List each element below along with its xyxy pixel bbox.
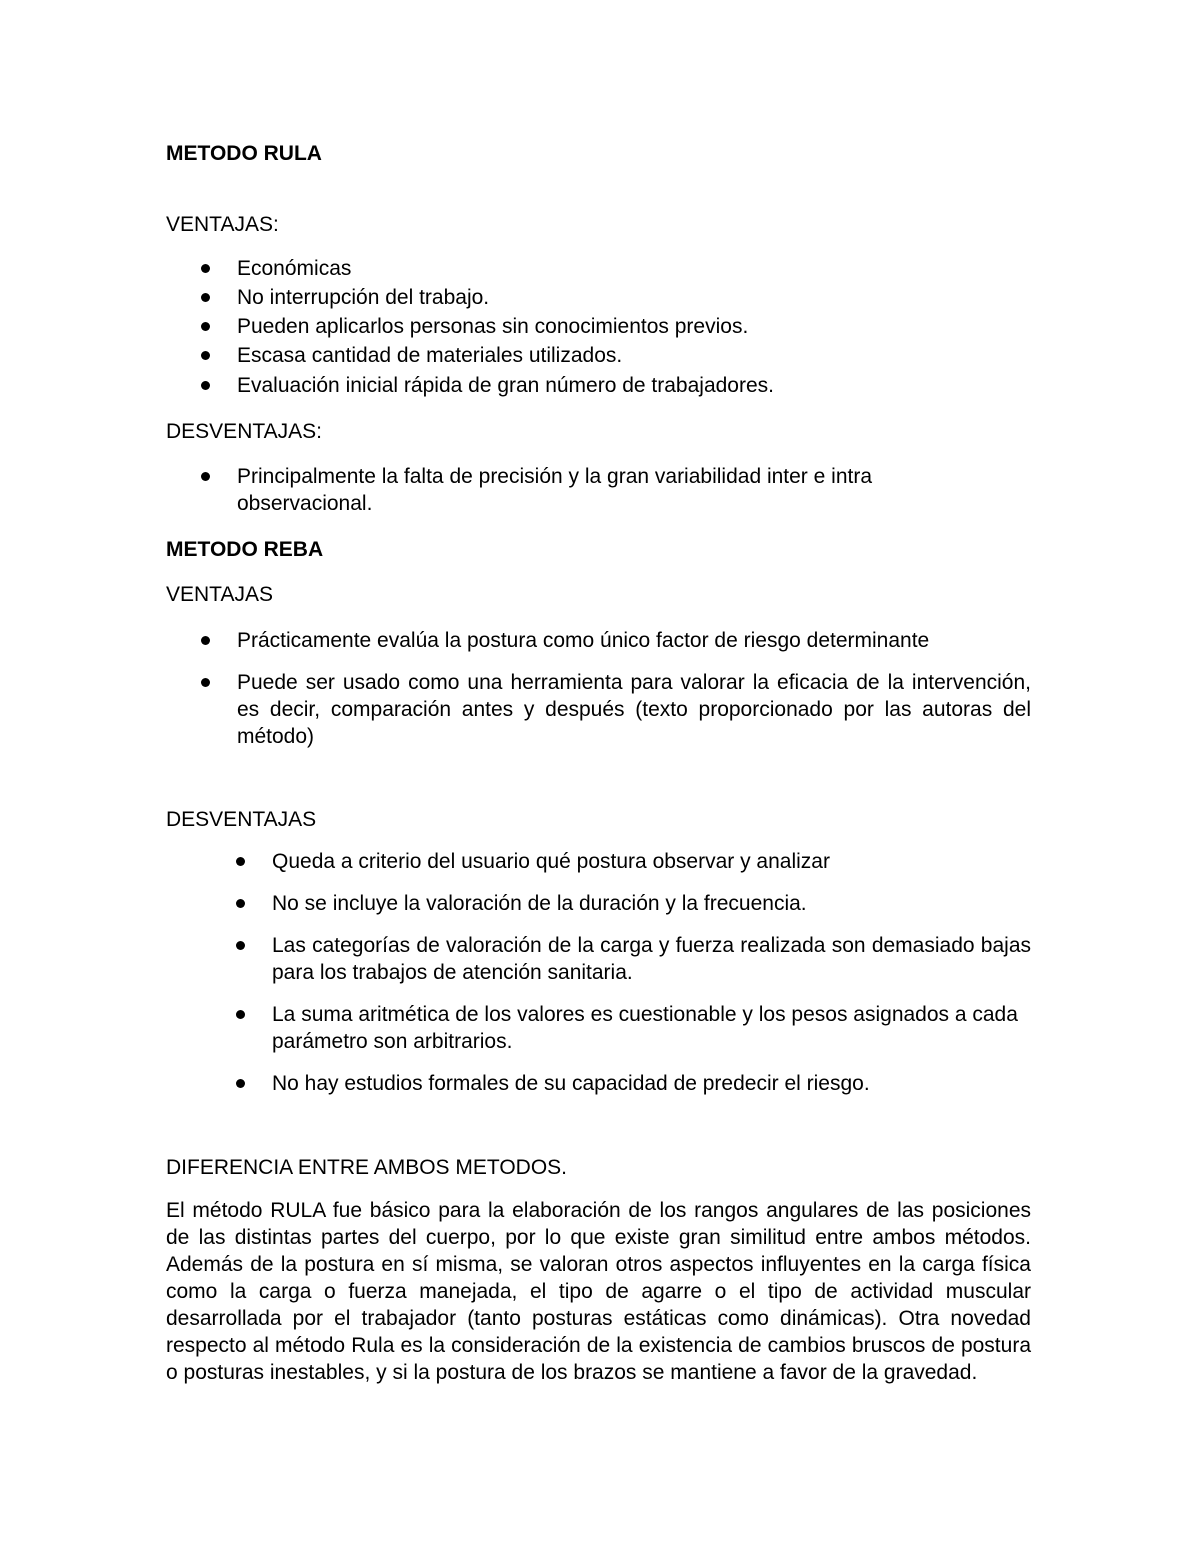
bullet-icon: [236, 941, 245, 950]
rula-title: METODO RULA: [166, 142, 322, 165]
reba-ventajas-label: VENTAJAS: [166, 583, 273, 606]
bullet-icon: [236, 899, 245, 908]
list-item: Principalmente la falta de precisión y la gran variabilidad inter e intra observacional.: [237, 465, 873, 515]
list-item: Puede ser usado como una herramienta para valorar la eficacia de la intervención, es decir, comparación antes y después (texto proporcionado por las autoras del método): [237, 671, 1031, 748]
list-item: Las categorías de valoración de la carga y fuerza realizada son demasiado bajas para los trabajos de atención sanitaria.: [272, 934, 1031, 984]
bullet-icon: [201, 264, 210, 273]
reba-desventajas-label: DESVENTAJAS: [166, 808, 317, 831]
list-item: Pueden aplicarlos personas sin conocimientos previos.: [237, 315, 749, 338]
list-item: Escasa cantidad de materiales utilizados.: [237, 344, 623, 367]
bullet-icon: [201, 293, 210, 302]
bullet-icon: [201, 381, 210, 390]
list-item: Queda a criterio del usuario qué postura observar y analizar: [272, 850, 830, 873]
list-item: No interrupción del trabajo.: [237, 286, 490, 309]
list-item: Evaluación inicial rápida de gran número de trabajadores.: [237, 374, 774, 397]
diferencia-title: DIFERENCIA ENTRE AMBOS METODOS.: [166, 1156, 568, 1179]
reba-title: METODO REBA: [166, 538, 324, 561]
bullet-icon: [201, 636, 210, 645]
bullet-icon: [201, 472, 210, 481]
bullet-icon: [236, 1079, 245, 1088]
list-item: Prácticamente evalúa la postura como único factor de riesgo determinante: [237, 629, 930, 652]
bullet-icon: [236, 1010, 245, 1019]
bullet-icon: [201, 678, 210, 687]
list-item: No se incluye la valoración de la duración y la frecuencia.: [272, 892, 807, 915]
bullet-icon: [201, 322, 210, 331]
diferencia-paragraph: El método RULA fue básico para la elaboración de los rangos angulares de las posiciones de las distintas partes del cuerpo, por lo que existe gran similitud entre ambos métodos. Además de la postura en sí misma, se valoran otros aspectos influyentes en la carga física como la carga o fuerza manejada, el tipo de agarre o el tipo de actividad muscular desarrollada por el trabajador (tanto posturas estáticas como dinámicas). Otra novedad respecto al método Rula es la consideración de la existencia de cambios bruscos de postura o posturas inestables, y si la postura de los brazos se mantiene a favor de la gravedad.: [166, 1199, 1031, 1384]
list-item: No hay estudios formales de su capacidad de predecir el riesgo.: [272, 1072, 870, 1095]
rula-desventajas-label: DESVENTAJAS:: [166, 420, 322, 443]
list-item: La suma aritmética de los valores es cuestionable y los pesos asignados a cada parámetro son arbitrarios.: [272, 1003, 1018, 1053]
bullet-icon: [236, 857, 245, 866]
list-item: Económicas: [237, 257, 352, 280]
bullet-icon: [201, 351, 210, 360]
rula-ventajas-label: VENTAJAS:: [166, 213, 279, 236]
